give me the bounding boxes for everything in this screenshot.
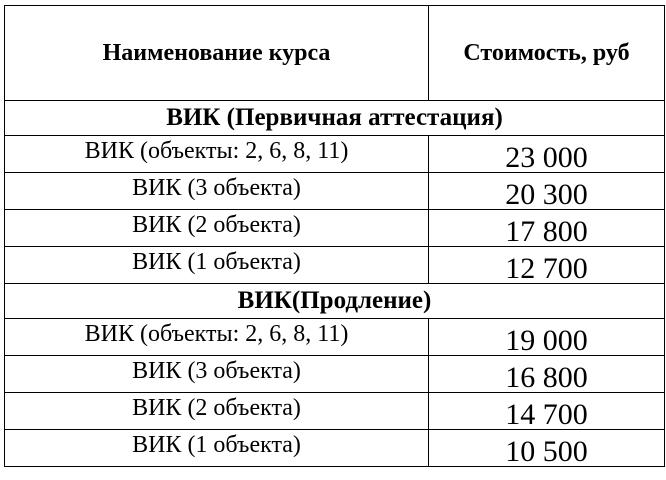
table-row <box>5 136 665 173</box>
table-row <box>5 210 665 247</box>
course-price: 14 700 <box>429 393 665 430</box>
table-row <box>5 247 665 284</box>
table-row <box>5 356 665 393</box>
course-name: ВИК (объекты: 2, 6, 8, 11) <box>5 319 429 356</box>
section-header-primary <box>5 101 665 136</box>
course-name: ВИК (2 объекта) <box>5 210 429 247</box>
course-price: 17 800 <box>429 210 665 247</box>
course-name: ВИК (3 объекта) <box>5 173 429 210</box>
table-row <box>5 430 665 467</box>
section-title: ВИК (Первичная аттестация) <box>5 101 665 136</box>
course-name: ВИК (2 объекта) <box>5 393 429 430</box>
course-price: 23 000 <box>429 136 665 173</box>
course-column-header: Наименование курса <box>5 6 429 101</box>
table-row <box>5 173 665 210</box>
course-name: ВИК (1 объекта) <box>5 247 429 284</box>
course-price: 19 000 <box>429 319 665 356</box>
section-header-renewal <box>5 284 665 319</box>
table-row <box>5 393 665 430</box>
price-table <box>4 5 665 467</box>
price-column-header: Стоимость, руб <box>429 6 665 101</box>
course-name: ВИК (объекты: 2, 6, 8, 11) <box>5 136 429 173</box>
course-name: ВИК (1 объекта) <box>5 430 429 467</box>
course-name: ВИК (3 объекта) <box>5 356 429 393</box>
course-price: 12 700 <box>429 247 665 284</box>
table-row <box>5 319 665 356</box>
course-price: 16 800 <box>429 356 665 393</box>
course-price: 10 500 <box>429 430 665 467</box>
course-price: 20 300 <box>429 173 665 210</box>
header-row <box>5 6 665 101</box>
section-title: ВИК(Продление) <box>5 284 665 319</box>
